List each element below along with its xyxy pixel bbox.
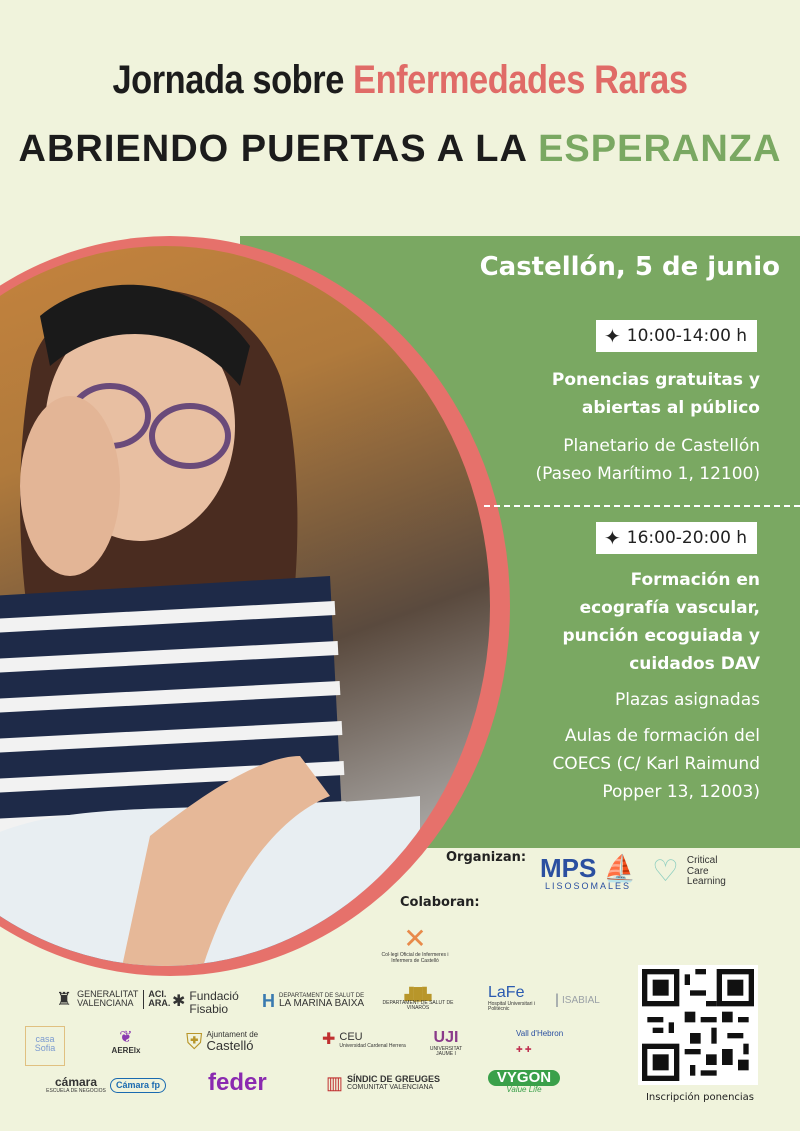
sindic-text-2: COMUNITAT VALENCIANA [347,1084,434,1092]
uji-logo [426,1030,466,1057]
gva-text-2: VALENCIANA [77,998,134,1009]
session1-title-l1: Ponencias gratuitas y [551,370,760,390]
sindic-text-1: SÍNDIC DE GREUGES [347,1074,441,1085]
lafe-logo [488,985,538,1012]
vinaros-logo [376,988,460,1011]
session2-place-l3: Popper 13, 12003) [602,782,760,802]
coecs-text: Col·legi Oficial de Infermeres i Infermers de Castelló [381,952,449,964]
palm-icon: ❦ [119,1029,133,1046]
aerelx-logo [108,1030,144,1055]
session2-place-l2: COECS (C/ Karl Raimund [552,754,760,774]
marina-text-2: LA MARINA BAIXA [279,998,365,1010]
camara-subtitle: ESCUELA DE NEGOCIOS [46,1087,106,1094]
camarafp-text: Cámara fp [116,1080,161,1090]
coecs-icon: ✕ [403,923,427,954]
session1-title-l2: abiertas al público [581,398,760,418]
mps-subtitle: LISOSOMALES [544,881,632,892]
qr-code[interactable] [638,965,758,1085]
sindic-logo [326,1074,440,1093]
organizers-label: Organizan: [446,850,527,865]
session1-details [535,366,760,488]
subtitle-part-a: ABRIENDO PUERTAS A LA [18,128,527,170]
sparkle-icon: ✦ [604,324,621,348]
qr-code-image [642,969,754,1081]
vygon-text: VYGON [488,1070,560,1086]
coecs-logo [380,924,450,964]
casasofia-text: casa Sofia [34,1034,56,1054]
fisabio-text-2: Fisabio [189,1001,229,1016]
vygon-subtitle: Value Life [506,1084,542,1094]
lafe-text: LaFe [488,984,525,1001]
time-text: 10:00-14:00 h [626,326,748,346]
fisabio-text-1: Fundació [189,989,239,1003]
ccl-text-3: Learning [686,876,726,887]
feder-text: feder [208,1069,267,1096]
castello-text-1: Ajuntament de [206,1029,259,1039]
wave-icon: ⛵ [603,853,636,883]
time-badge-morning [596,320,757,352]
qr-caption: Inscripción ponencias [645,1092,755,1103]
session2-details [552,566,760,806]
session2-place-l1: Aulas de formación del [564,726,760,746]
session2-title-l2: ecografía vascular, [579,598,760,618]
building-columns-icon: ▥ [326,1073,344,1093]
aerelx-text: AERElx [111,1045,141,1055]
mps-text: MPS [540,853,597,883]
shield-icon: ⛨ [186,1029,203,1054]
lafe-subtitle: Hospital Universitari i Politècnic [488,1000,535,1013]
dashed-divider [484,505,800,507]
ceu-logo [322,1032,406,1049]
isabial-icon: Ɩ [555,991,559,1011]
ceu-text: CEU [339,1031,363,1043]
collaborators-label: Colaboran: [400,895,480,910]
ceu-subtitle: Universidad Cardenal Herrera [339,1042,406,1049]
event-date: Castellón, 5 de junio [479,252,780,282]
marina-text-1: DEPARTAMENT DE SALUT DE [279,993,365,1000]
gva-logo [56,990,171,1009]
aciara-text: ACI. ARA. [143,990,171,1009]
mps-logo [538,855,638,892]
castello-text-2: Castelló [206,1037,254,1053]
fisabio-icon: ✱ [172,993,186,1011]
ccl-text-2: Care [686,865,709,877]
camara-fp-logo [110,1078,166,1093]
vygon-logo [488,1070,560,1094]
ccl-text-1: Critical [686,855,718,866]
girl-illustration [0,246,420,966]
ceu-cross-icon: ✚ [322,1031,336,1048]
gva-text-1: GENERALITAT [77,989,139,999]
title-line-1 [56,58,744,103]
marina-baixa-logo [262,992,364,1011]
session1-place-l2: (Paseo Marítimo 1, 12100) [535,464,760,484]
title-line-2 [0,128,800,171]
castello-logo [186,1030,258,1053]
uji-text: UJI [433,1029,459,1046]
heart-network-icon: ♡ [652,855,679,888]
feder-logo [208,1070,267,1095]
session2-title-l4: cuidados DAV [629,654,760,674]
patient-photo [0,246,490,966]
time-badge-afternoon [596,522,757,554]
time-text: 16:00-20:00 h [626,528,748,548]
building-icon: ▟█▙ [404,987,432,1001]
vall-text: Vall d'Hebron [516,1029,564,1038]
camara-text: cámara [54,1075,98,1089]
isabial-text: ISABIAL [562,995,600,1007]
ccl-logo [652,856,726,888]
session2-title-l3: punción ecoguiada y [562,626,760,646]
camara-logo [46,1076,106,1094]
session2-note: Plazas asignadas [614,690,760,710]
vinaros-text: DEPARTAMENT DE SALUT DE VINARÒS [382,999,454,1011]
hospital-h-icon: H [262,991,275,1011]
title-part-b: Enfermedades Raras [353,58,688,102]
vall-hebron-logo [516,1030,586,1055]
casa-sofia-logo [25,1026,65,1066]
uji-subtitle: UNIVERSITAT JAUME I [429,1045,463,1058]
session2-title-l1: Formación en [630,570,760,590]
subtitle-part-b: ESPERANZA [538,128,782,170]
fisabio-logo [172,990,239,1015]
vall-icons: ✚ ✚ [516,1045,532,1055]
title-part-a: Jornada sobre [112,58,344,102]
sparkle-icon: ✦ [604,526,621,550]
session1-place-l1: Planetario de Castellón [563,436,760,456]
isabial-logo [555,992,600,1011]
gva-crest-icon: ♜ [56,989,73,1009]
